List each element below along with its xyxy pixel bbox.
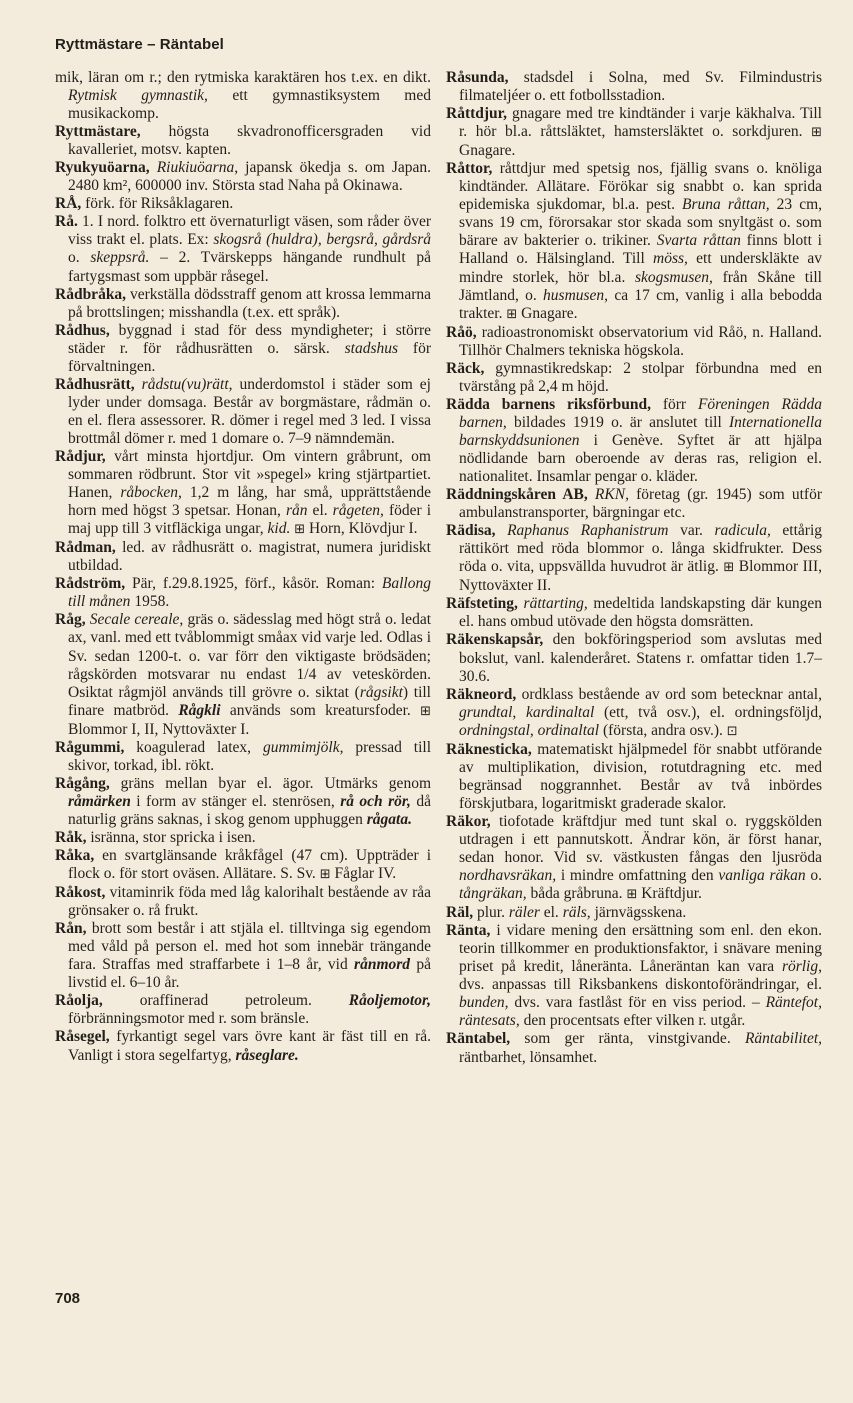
dictionary-entry bbox=[446, 360, 822, 396]
entry-italic-term: möss, bbox=[653, 250, 688, 268]
entry-italic-term: Secale cereale, bbox=[89, 611, 184, 629]
dictionary-entry bbox=[55, 1028, 431, 1064]
entry-text bbox=[496, 522, 508, 539]
entry-headword: Ränta, bbox=[446, 922, 491, 940]
entry-text: plur. bbox=[473, 904, 509, 922]
entry-headword: Rån, bbox=[55, 920, 87, 938]
entry-headword: Räntabel, bbox=[446, 1030, 511, 1048]
entry-text: föder i maj upp till 3 vitfläckiga ungar, bbox=[68, 502, 432, 538]
entry-italic-term: radicula, bbox=[714, 522, 771, 540]
running-header: Ryttmästare – Räntabel bbox=[55, 36, 224, 53]
entry-bold-italic-term: Råoljemotor, bbox=[348, 992, 431, 1010]
entry-headword: Räknesticka, bbox=[446, 740, 532, 758]
entry-italic-term: Rytmisk gymnastik, bbox=[68, 87, 208, 105]
entry-text: i Genève. Syftet är att hjälpa nödlidande barn oberoende av deras ras, religion el. nationalitet. Insamlar pengar o. kläder. bbox=[459, 431, 822, 486]
entry-text: (första, andra osv.). bbox=[599, 721, 727, 739]
entry-text: (ett, två osv.), el. ordningsföljd, bbox=[594, 703, 822, 721]
entry-text bbox=[588, 486, 595, 503]
dictionary-entry bbox=[55, 159, 431, 195]
entry-italic-term: Föreningen Rädda barnen, bbox=[459, 395, 822, 431]
entry-text: oraffinerad petroleum. bbox=[102, 992, 349, 1010]
entry-text: 1. I nord. folktro ett övernaturligt väsen, som råder över viss trakt el. plats. Ex: bbox=[68, 213, 431, 249]
illustration-ref-icon: ⊞ bbox=[626, 887, 638, 903]
entry-headword: Råg, bbox=[55, 611, 86, 629]
entry-italic-term: bunden, bbox=[459, 994, 509, 1012]
entry-italic-term: rättarting, bbox=[523, 595, 588, 613]
entry-headword: Räkneord, bbox=[446, 685, 517, 703]
entry-headword: Råkost, bbox=[55, 884, 106, 902]
entry-bold-italic-term: råmärken bbox=[68, 792, 131, 810]
entry-italic-term: Räntefot, räntesats, bbox=[459, 994, 822, 1030]
entry-text: gnagare med tre kindtänder i varje käkhalva. Till r. hör bl.a. råttsläktet, hamstersläktet o. sorkdjuren. bbox=[459, 105, 822, 141]
entry-text: då naturlig gräns saknas, i skog genom upphuggen bbox=[68, 792, 431, 828]
entry-headword: Rådbråka, bbox=[55, 285, 127, 303]
dictionary-entry bbox=[55, 322, 431, 376]
entry-text: båda gråbruna. bbox=[526, 885, 627, 903]
entry-headword: Råolja, bbox=[55, 992, 103, 1010]
dictionary-entry bbox=[55, 575, 431, 611]
dictionary-entry bbox=[446, 324, 822, 360]
dictionary-entry bbox=[55, 739, 431, 775]
entry-italic-term: husmusen, bbox=[543, 286, 609, 304]
dictionary-entry bbox=[55, 213, 431, 285]
entry-text: den procentsats efter vilken r. utgår. bbox=[519, 1012, 746, 1030]
entry-headword: Rå. bbox=[55, 213, 78, 231]
dictionary-entry bbox=[446, 595, 822, 631]
entry-italic-term: skogsrå (huldra), bergsrå, gårdsrå bbox=[213, 231, 431, 249]
entry-text: Fåglar IV. bbox=[330, 865, 397, 883]
entry-text: Kräftdjur. bbox=[637, 885, 702, 903]
entry-text: 23 cm, svans 19 cm, förorsakar stor skada som snyltgäst o. som bärare av bakterier o. trikiner. bbox=[459, 196, 823, 250]
entry-italic-term: råbocken, bbox=[120, 484, 182, 502]
entry-text: företag (gr. 1945) som utför ambulanstransporter, bärgningar etc. bbox=[459, 486, 822, 522]
entry-headword: Rågummi, bbox=[55, 738, 125, 756]
entry-text: ) till finare matbröd. bbox=[68, 683, 431, 719]
dictionary-entry bbox=[446, 1030, 822, 1066]
dictionary-entry bbox=[446, 741, 822, 813]
entry-headword: Rådman, bbox=[55, 539, 116, 557]
entry-text: den bokföringsperiod som avslutas med bokslut, vanl. kalenderåret. Statens r. omfattar tiden 1.7–30.6. bbox=[459, 631, 822, 685]
entry-text: radioastronomiskt observatorium vid Råö, n. Halland. Tillhör Chalmers tekniska högskola. bbox=[459, 323, 822, 359]
illustration-ref-icon: ⊞ bbox=[294, 522, 306, 538]
entry-text: ettårig rättikört med röda blommor o. långa skidfrukter. Dess röda o. vita, uppsvällda huvudrot är ätlig. bbox=[459, 522, 822, 576]
entry-headword: Rågång, bbox=[55, 774, 110, 792]
entry-headword: Räl, bbox=[446, 904, 474, 922]
entry-italic-term: rörlig, bbox=[781, 958, 822, 976]
entry-text: Pär, f.29.8.1925, förf., kåsör. Roman: bbox=[125, 575, 382, 593]
entry-text: ordklass bestående av ord som betecknar antal, bbox=[516, 685, 822, 703]
entry-text: Gnagare. bbox=[517, 304, 578, 322]
entry-text: Gnagare. bbox=[459, 142, 516, 160]
right-column bbox=[446, 69, 822, 1067]
dictionary-entry bbox=[446, 904, 822, 922]
entry-italic-term: Internationella barnskyddsunionen bbox=[459, 413, 822, 449]
entry-italic-term: Riukiuöarna, bbox=[156, 159, 239, 177]
entry-bold-italic-term: rå och rör, bbox=[340, 792, 411, 810]
entry-italic-term: kid. bbox=[267, 520, 291, 538]
entry-italic-term: skeppsrå. bbox=[90, 249, 150, 267]
entry-text: vårt minsta hjortdjur. Om vintern gråbrunt, om sommaren rödbrunt. Stor vit »spegel» kring stjärtpartiet. Hanen, bbox=[68, 447, 431, 502]
entry-text: vitaminrik föda med låg kalorihalt bestående av råa grönsaker o. rå frukt. bbox=[68, 884, 431, 920]
entry-headword: Rådström, bbox=[55, 575, 126, 593]
illustration-ref-icon: ⊡ bbox=[726, 723, 738, 739]
dictionary-entry bbox=[55, 847, 431, 884]
entry-text: bildades 1919 o. är anslutet till bbox=[506, 413, 729, 431]
entry-text: ca 17 cm, vanlig i alla bebodda trakter. bbox=[459, 286, 822, 322]
dictionary-entry bbox=[55, 611, 431, 738]
entry-text: dvs. vara fastlåst för en viss period. – bbox=[508, 994, 766, 1012]
left-column bbox=[55, 69, 431, 1065]
entry-headword: Rådhus, bbox=[55, 321, 110, 339]
entry-headword: Rådhusrätt, bbox=[55, 375, 135, 393]
entry-headword: Rädisa, bbox=[446, 522, 496, 540]
dictionary-entry bbox=[55, 829, 431, 847]
entry-text bbox=[135, 376, 142, 393]
entry-headword: Råka, bbox=[55, 847, 95, 865]
entry-text: förr bbox=[651, 395, 698, 413]
illustration-ref-icon: ⊞ bbox=[420, 703, 432, 719]
entry-bold-italic-term: råseglare. bbox=[235, 1046, 299, 1064]
dictionary-entry bbox=[446, 69, 822, 105]
dictionary-entry bbox=[55, 286, 431, 322]
entry-headword: Ryukyuöarna, bbox=[55, 159, 150, 177]
entry-text: Blommor I, II, Nyttoväxter I. bbox=[68, 720, 250, 738]
entry-headword: Räfsteting, bbox=[446, 595, 518, 613]
entry-text: – 2. Tvärskepps hängande rundhult på fartygsmast som uppbär råsegel. bbox=[68, 249, 432, 285]
entry-text: var. bbox=[668, 522, 715, 540]
entry-headword: RÅ, bbox=[55, 195, 82, 213]
entry-italic-term: Raphanus Raphanistrum bbox=[507, 522, 669, 540]
entry-text: förbränningsmotor med r. som bränsle. bbox=[68, 1010, 310, 1028]
entry-headword: Rådjur, bbox=[55, 447, 106, 465]
dictionary-entry bbox=[55, 539, 431, 575]
entry-text: en svartglänsande kråkfågel (47 cm). Uppträder i flock o. för stort oväsen. Allätare. S. Sv. bbox=[68, 847, 431, 883]
entry-text: brott som består i att stjäla el. tilltvinga sig egendom med våld på person el. med hot som innebär trängande fara. Straffas med straffarbete i 1–8 år, vid bbox=[68, 920, 431, 974]
entry-italic-term: Räntabilitet, bbox=[744, 1030, 822, 1048]
entry-headword: Räddningskåren AB, bbox=[446, 486, 588, 504]
entry-text: stadsdel i Solna, med Sv. Filmindustris filmateljéer o. ett fotbollsstadion. bbox=[459, 69, 822, 105]
entry-bold-italic-term: Rågkli bbox=[178, 701, 221, 719]
entry-italic-term: skogsmusen, bbox=[634, 268, 713, 286]
dictionary-entry bbox=[446, 486, 822, 522]
entry-italic-term: rån bbox=[285, 502, 308, 520]
entry-text: verkställa dödsstraff genom att krossa lemmarna på brottslingen; misshandla (t.ex. ett språk). bbox=[68, 285, 431, 321]
entry-text: underdomstol i städer som ej lyder under domsaga. Består av borgmästare, rådmän o. en el. flera assessorer. R. dömer i regel med 3 led. I vissa brottmål dömer r. med 1 domare o. 7–9 nämndemän. bbox=[68, 375, 431, 447]
dictionary-entry bbox=[55, 69, 431, 123]
entry-headword: Råttor, bbox=[446, 160, 493, 178]
dictionary-entry bbox=[446, 522, 822, 595]
entry-text: koagulerad latex, bbox=[124, 738, 263, 756]
entry-italic-term: räler bbox=[508, 904, 540, 922]
illustration-ref-icon: ⊞ bbox=[319, 867, 331, 883]
entry-text: fyrkantigt segel vars övre kant är fäst till en rå. Vanligt i stora segelfartyg, bbox=[68, 1028, 431, 1064]
entry-italic-term: grundtal, kardinaltal bbox=[459, 703, 595, 721]
dictionary-entry bbox=[446, 631, 822, 685]
entry-text: räntbarhet, lönsamhet. bbox=[459, 1048, 598, 1066]
entry-text: i form av stänger el. stenrösen, bbox=[130, 792, 341, 810]
entry-text: isränna, stor spricka i isen. bbox=[86, 828, 256, 846]
entry-italic-term: Bruna råttan, bbox=[682, 196, 770, 214]
entry-italic-term: räls, bbox=[562, 904, 591, 922]
entry-italic-term: gummimjölk, bbox=[262, 738, 344, 756]
entry-italic-term: RKN, bbox=[594, 486, 629, 504]
entry-italic-term: rågeten, bbox=[332, 502, 384, 520]
entry-text: pressad till skivor, torkad, ibl. rökt. bbox=[68, 738, 431, 774]
entry-text: matematiskt hjälpmedel för snabbt utförande av multiplikation, division, rotutdragning etc. med begränsad noggrannhet. Består av två inbördes förskjutbara, logaritmiskt graderade skalor. bbox=[459, 740, 822, 812]
entry-text: led. av rådhusrätt o. magistrat, numera juridiskt utbildad. bbox=[68, 539, 431, 575]
entry-headword: Ryttmästare, bbox=[55, 123, 141, 141]
entry-text: tiofotade kräftdjur med tunt skal o. ryggskölden utdragen i ett pannutskott. Ändrar kön, är först hanar, sedan honor. Vid sv. västkusten fångas den ljusröda bbox=[459, 812, 822, 867]
entry-text: o. bbox=[68, 249, 91, 267]
entry-text: i mindre omfattning den bbox=[556, 867, 719, 885]
entry-headword: Räkenskapsår, bbox=[446, 631, 544, 649]
entry-text: på livstid el. 6–10 år. bbox=[68, 956, 431, 992]
entry-headword: Råö, bbox=[446, 323, 477, 341]
entry-italic-term: vanliga räkan bbox=[718, 867, 806, 885]
dictionary-entry bbox=[55, 376, 431, 448]
entry-headword: Räkor, bbox=[446, 812, 491, 830]
entry-text: ett gymnastiksystem med musikackomp. bbox=[68, 87, 431, 123]
entry-headword: Råttdjur, bbox=[446, 105, 508, 123]
entry-italic-term: stadshus bbox=[344, 339, 399, 357]
entry-text: byggnad i stad för dess myndigheter; i större städer r. för rådhusrätten o. särsk. bbox=[68, 321, 431, 357]
dictionary-entry bbox=[55, 123, 431, 159]
entry-headword: Rädda barnens riksförbund, bbox=[446, 395, 652, 413]
entry-text: gräs o. sädesslag med högt strå o. ledat ax, vanl. med ett tvåblommigt småax vid varje led. Odlas i Sv. sedan 1200-t. o. var förr den viktigaste brödsäden; rågskörden motsvarar nu endast 1/4 av veteskörden. Osiktat rågmjöl används till grövre o. siktat ( bbox=[68, 611, 432, 701]
entry-text bbox=[150, 159, 157, 176]
entry-text: gymnastikredskap: 2 stolpar förbundna med en tvärstång på 2,4 m höjd. bbox=[459, 359, 822, 395]
dictionary-entry bbox=[55, 195, 431, 213]
dictionary-entry bbox=[55, 884, 431, 920]
entry-text: 1958. bbox=[130, 593, 170, 611]
entry-text: förk. för Riksåklagaren. bbox=[81, 195, 234, 213]
dictionary-entry bbox=[55, 920, 431, 992]
illustration-ref-icon: ⊞ bbox=[506, 306, 518, 322]
entry-headword: Räck, bbox=[446, 359, 485, 377]
entry-text: ett underskläkte av mindre storlek, hör bl.a. bbox=[459, 250, 822, 286]
entry-italic-term: tångräkan, bbox=[459, 885, 527, 903]
entry-text: används som kreatursfoder. bbox=[220, 701, 421, 719]
entry-text: dvs. anpassas till Riksbankens diskontoförändringar, el. bbox=[459, 976, 822, 994]
entry-text: för förvaltningen. bbox=[68, 339, 432, 375]
dictionary-entry bbox=[446, 922, 822, 1030]
dictionary-entry bbox=[55, 775, 431, 829]
entry-headword: Råsunda, bbox=[446, 69, 509, 86]
dictionary-entry bbox=[446, 160, 822, 323]
illustration-ref-icon: ⊞ bbox=[811, 125, 822, 141]
entry-text: el. bbox=[539, 904, 563, 922]
entry-text: finns blott i Halland o. Hälsingland. Till bbox=[459, 232, 822, 268]
entry-text: Blommor III, Nyttoväxter II. bbox=[459, 558, 822, 595]
entry-headword: Råk, bbox=[55, 828, 87, 846]
illustration-ref-icon: ⊞ bbox=[723, 560, 735, 576]
page-number: 708 bbox=[55, 1290, 81, 1307]
entry-italic-term: rågsikt bbox=[359, 683, 403, 701]
entry-italic-term: nordhavsräkan, bbox=[459, 867, 557, 885]
dictionary-entry bbox=[446, 105, 822, 160]
entry-text: el. bbox=[307, 502, 333, 520]
entry-text: från Skåne till Jämtland, o. bbox=[459, 268, 822, 304]
dictionary-entry bbox=[446, 686, 822, 741]
entry-bold-italic-term: rånmord bbox=[354, 956, 411, 974]
entry-headword: Råsegel, bbox=[55, 1028, 110, 1046]
entry-text: högsta skvadronofficersgraden vid kavalleriet, motsv. kapten. bbox=[68, 123, 431, 159]
dictionary-entry bbox=[446, 813, 822, 904]
entry-bold-italic-term: rågata. bbox=[366, 810, 412, 828]
entry-text: råttdjur med spetsig nos, fjällig svans o. knöliga kindtänder. Allätare. Förökar sig snabbt o. kan sprida epidemiska sjukdomar, bl.a. pest. bbox=[459, 160, 822, 214]
entry-text: gräns mellan byar el. ägor. Utmärks genom bbox=[109, 774, 431, 792]
dictionary-entry bbox=[55, 448, 431, 539]
entry-text: som ger ränta, vinstgivande. bbox=[510, 1030, 745, 1048]
entry-text: 1,2 m lång, har små, upprättstående horn med högst 3 spetsar. Honan, bbox=[68, 484, 431, 520]
entry-text: i vidare mening den ersättning som enl. den ekon. teorin tillkommer en produktionsfaktor, i snävare mening priset på kredit, låneränta. Låneräntan kan vara bbox=[459, 922, 822, 976]
entry-text: o. bbox=[805, 867, 823, 885]
dictionary-entry bbox=[55, 992, 431, 1028]
entry-text: japansk ökedja s. om Japan. 2480 km², 600000 inv. Största stad Naha på Okinawa. bbox=[68, 159, 432, 195]
entry-italic-term: ordningstal, ordinaltal bbox=[459, 721, 600, 739]
entry-italic-term: rådstu(vu)rätt, bbox=[141, 375, 233, 393]
entry-text: medeltida landskapsting där kungen el. hans ombud utövade den högsta domsrätten. bbox=[459, 595, 823, 631]
entry-text: Horn, Klövdjur I. bbox=[305, 520, 418, 538]
entry-text: järnvägsskena. bbox=[590, 904, 687, 922]
entry-text: mik, läran om r.; den rytmiska karaktären hos t.ex. en dikt. bbox=[55, 69, 431, 86]
entry-italic-term: Svarta råttan bbox=[656, 232, 741, 250]
dictionary-entry bbox=[446, 396, 822, 486]
entry-italic-term: Ballong till månen bbox=[68, 575, 431, 611]
